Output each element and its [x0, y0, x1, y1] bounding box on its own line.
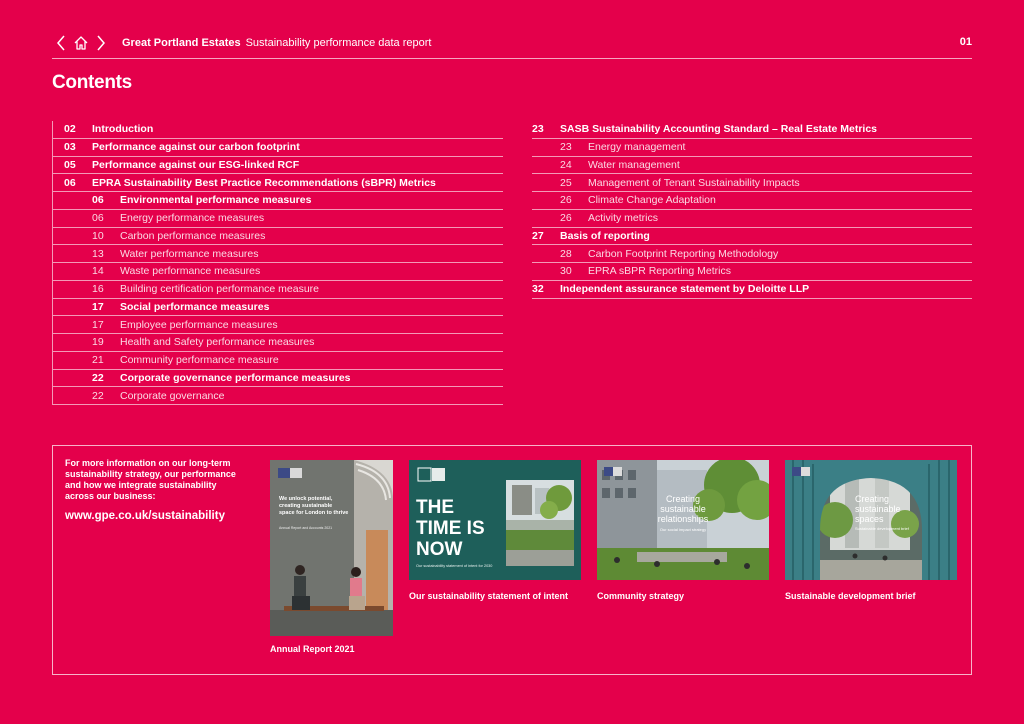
toc-entry[interactable]: [532, 192, 972, 210]
toc-page-number: 19: [92, 336, 104, 349]
toc-entry-label: Social performance measures: [120, 300, 270, 313]
toc-entry-label: Introduction: [92, 123, 154, 136]
statement-of-intent-cover[interactable]: [409, 460, 581, 580]
toc-entry-label: Performance against our ESG-linked RCF: [92, 158, 300, 171]
toc-page-number: 32: [532, 283, 544, 296]
toc-entry[interactable]: [532, 263, 972, 281]
community-headline-3: relationships: [657, 514, 709, 524]
page-number: 01: [959, 36, 972, 48]
development-small-text: Sustainable development brief: [855, 526, 909, 531]
toc-page-number: 25: [560, 176, 572, 189]
home-icon[interactable]: [72, 34, 90, 52]
toc-page-number: 30: [560, 265, 572, 278]
toc-entry[interactable]: [53, 174, 503, 192]
toc-entry[interactable]: [532, 157, 972, 175]
statement-headline-3: NOW: [416, 539, 463, 560]
toc-entry-label: EPRA Sustainability Best Practice Recommendations (sBPR) Metrics: [92, 176, 436, 189]
toc-entry[interactable]: [53, 281, 503, 299]
sustainability-link[interactable]: www.gpe.co.uk/sustainability: [65, 510, 225, 522]
toc-page-number: 22: [92, 389, 104, 402]
toc-entry-label: Performance against our carbon footprint: [92, 141, 300, 154]
more-info-text: For more information on our long-term sustainability strategy, our performance and how we integrate sustainability across our business:: [65, 458, 236, 501]
toc-entry-label: Community performance measure: [120, 354, 279, 367]
toc-entry[interactable]: [53, 352, 503, 370]
toc-entry-label: Water performance measures: [120, 247, 259, 260]
toc-entry-label: Management of Tenant Sustainability Impacts: [588, 176, 800, 189]
toc-entry-label: Basis of reporting: [560, 229, 650, 242]
toc-page-number: 06: [92, 194, 104, 207]
toc-page-number: 14: [92, 265, 104, 278]
community-headline-1: Creating: [665, 494, 701, 504]
toc-page-number: 06: [64, 176, 76, 189]
toc-page-number: 13: [92, 247, 104, 260]
toc-entry[interactable]: [53, 299, 503, 317]
toc-page-number: 05: [64, 158, 76, 171]
page-title: Contents: [52, 72, 132, 93]
annual-report-cover[interactable]: [270, 460, 393, 636]
community-small-text: Our social impact strategy: [659, 527, 707, 532]
toc-entry-label: Energy performance measures: [120, 212, 265, 225]
toc-entry[interactable]: [53, 228, 503, 246]
toc-entry[interactable]: [532, 139, 972, 157]
development-headline-1: Creating: [855, 494, 890, 504]
toc-entry[interactable]: [53, 157, 503, 175]
report-subtitle: Sustainability performance data report: [245, 37, 432, 49]
community-strategy-label: Community strategy: [597, 591, 685, 601]
toc-page-number: 10: [92, 229, 104, 242]
annual-report-headline: We unlock potential, creating sustainable space for London to thrive: [279, 496, 349, 516]
toc-entry-label: SASB Sustainability Accounting Standard – Real Estate Metrics: [560, 123, 878, 136]
toc-right-column: [532, 121, 972, 299]
toc-entry[interactable]: [532, 228, 972, 246]
community-strategy-cover[interactable]: [597, 460, 769, 580]
toc-page-number: 16: [92, 283, 104, 296]
chevron-right-icon[interactable]: [92, 34, 110, 52]
development-headline-2: sustainable: [855, 504, 901, 514]
annual-report-label: Annual Report 2021: [270, 644, 355, 654]
top-bar: [52, 33, 972, 53]
community-headline-2: sustainable: [660, 504, 706, 514]
chevron-left-icon[interactable]: [52, 34, 70, 52]
statement-of-intent-label: Our sustainability statement of intent: [409, 591, 569, 601]
toc-entry-label: Carbon performance measures: [120, 229, 266, 242]
toc-page-number: 27: [532, 229, 544, 242]
toc-entry[interactable]: [532, 281, 972, 299]
toc-page-number: 22: [92, 371, 104, 384]
toc-entry[interactable]: [53, 245, 503, 263]
toc-entry[interactable]: [53, 316, 503, 334]
toc-entry-label: Environmental performance measures: [120, 194, 312, 207]
toc-entry-label: Health and Safety performance measures: [120, 336, 315, 349]
toc-entry-label: Climate Change Adaptation: [588, 194, 716, 207]
toc-page-number: 03: [64, 141, 76, 154]
toc-entry[interactable]: [53, 139, 503, 157]
toc-entry-label: Corporate governance performance measures: [120, 371, 351, 384]
toc-entry-label: Independent assurance statement by Deloitte LLP: [560, 283, 810, 296]
toc-entry[interactable]: [53, 334, 503, 352]
toc-entry-label: EPRA sBPR Reporting Metrics: [588, 265, 731, 278]
toc-entry[interactable]: [532, 245, 972, 263]
header-divider: [52, 58, 972, 59]
toc-left-column: [52, 121, 503, 405]
toc-page-number: 02: [64, 123, 76, 136]
toc-entry-label: Building certification performance measure: [120, 283, 320, 296]
toc-page-number: 26: [560, 194, 572, 207]
toc-entry[interactable]: [532, 210, 972, 228]
more-info-box: [52, 445, 972, 675]
toc-entry[interactable]: [53, 121, 503, 139]
toc-entry[interactable]: [53, 370, 503, 388]
statement-headline-1: THE: [416, 497, 454, 518]
toc-entry-label: Waste performance measures: [120, 265, 261, 278]
toc-entry[interactable]: [53, 210, 503, 228]
toc-page-number: 21: [92, 354, 104, 367]
toc-page-number: 24: [560, 158, 572, 171]
development-headline-3: spaces: [855, 514, 884, 524]
toc-page-number: 17: [92, 300, 104, 313]
toc-page-number: 17: [92, 318, 104, 331]
toc-page-number: 23: [560, 141, 572, 154]
statement-small-text: Our sustainability statement of intent for 2030: [416, 564, 493, 568]
toc-entry-label: Corporate governance: [120, 389, 225, 402]
annual-report-small-text: Annual Report and Accounts 2021: [279, 526, 333, 530]
toc-page-number: 23: [532, 123, 544, 136]
toc-entry-label: Carbon Footprint Reporting Methodology: [588, 247, 779, 260]
development-brief-label: Sustainable development brief: [785, 591, 916, 601]
toc-entry-label: Activity metrics: [588, 212, 659, 225]
toc-entry-label: Employee performance measures: [120, 318, 278, 331]
toc-page-number: 26: [560, 212, 572, 225]
toc-entry-label: Water management: [588, 158, 680, 171]
toc-page-number: 28: [560, 247, 572, 260]
toc-entry[interactable]: [53, 387, 503, 405]
toc-entry[interactable]: [53, 192, 503, 210]
development-brief-cover[interactable]: [785, 460, 957, 580]
toc-entry[interactable]: [53, 263, 503, 281]
toc-entry[interactable]: [532, 121, 972, 139]
statement-headline-2: TIME IS: [416, 518, 485, 539]
toc-entry-label: Energy management: [588, 141, 686, 154]
toc-page-number: 06: [92, 212, 104, 225]
toc-entry[interactable]: [532, 174, 972, 192]
brand-name: Great Portland Estates: [122, 37, 241, 49]
